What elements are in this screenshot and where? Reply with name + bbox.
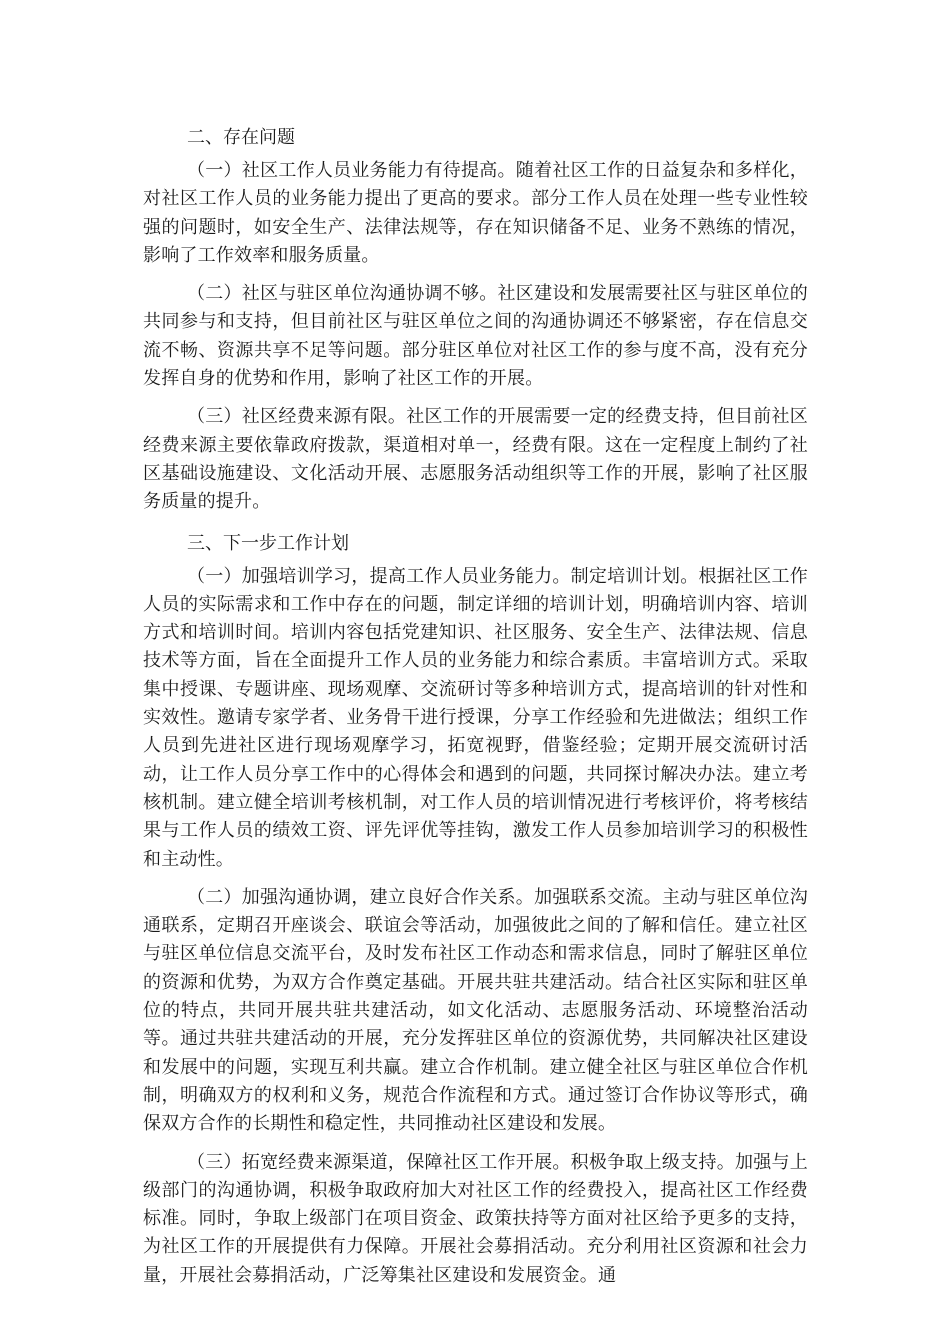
section-heading-next-plan: 三、下一步工作计划 bbox=[187, 532, 349, 554]
paragraph-plan-3: （三）拓宽经费来源渠道，保障社区工作开展。积极争取上级支持。加强与上级部门的沟通协调，积极争取政府加大对社区工作的经费投入，提高社区工作经费标准。同时，争取上级部门在项目资金、政策扶持等方面对社区给予更多的支持，为社区工作的开展提供有力保障。开展社会募捐活动。充分利用社区资源和社会力量，开展社会募捐活动，广泛筹集社区建设和发展资金。通 bbox=[143, 1151, 808, 1286]
paragraph-problem-1: （一）社区工作人员业务能力有待提高。随着社区工作的日益复杂和多样化，对社区工作人员的业务能力提出了更高的要求。部分工作人员在处理一些专业性较强的问题时，如安全生产、法律法规等，存在知识储备不足、业务不熟练的情况，影响了工作效率和服务质量。 bbox=[143, 160, 808, 266]
section-heading-problems: 二、存在问题 bbox=[187, 127, 295, 148]
paragraph-plan-1: （一）加强培训学习，提高工作人员业务能力。制定培训计划。根据社区工作人员的实际需求和工作中存在的问题，制定详细的培训计划，明确培训内容、培训方式和培训时间。培训内容包括党建知识、社区服务、安全生产、法律法规、信息技术等方面，旨在全面提升工作人员的业务能力和综合素质。丰富培训方式。采取集中授课、专题讲座、现场观摩、交流研讨等多种培训方式，提高培训的针对性和实效性。邀请专家学者、业务骨干进行授课，分享工作经验和先进做法；组织工作人员到先进社区进行现场观摩学习，拓宽视野，借鉴经验；定期开展交流研讨活动，让工作人员分享工作中的心得体会和遇到的问题，共同探讨解决办法。建立考核机制。建立健全培训考核机制，对工作人员的培训情况进行考核评价，将考核结果与工作人员的绩效工资、评先评优等挂钩，激发工作人员参加培训学习的积极性和主动性。 bbox=[143, 565, 808, 870]
document-page bbox=[143, 121, 808, 1290]
paragraph-problem-2: （二）社区与驻区单位沟通协调不够。社区建设和发展需要社区与驻区单位的共同参与和支持，但目前社区与驻区单位之间的沟通协调还不够紧密，存在信息交流不畅、资源共享不足等问题。部分驻区单位对社区工作的参与度不高，没有充分发挥自身的优势和作用，影响了社区工作的开展。 bbox=[143, 283, 808, 390]
paragraph-plan-2: （二）加强沟通协调，建立良好合作关系。加强联系交流。主动与驻区单位沟通联系，定期召开座谈会、联谊会等活动，加强彼此之间的了解和信任。建立社区与驻区单位信息交流平台，及时发布社区工作动态和需求信息，同时了解驻区单位的资源和优势，为双方合作奠定基础。开展共驻共建活动。结合社区实际和驻区单位的特点，共同开展共驻共建活动，如文化活动、志愿服务活动、环境整治活动等。通过共驻共建活动的开展，充分发挥驻区单位的资源优势，共同解决社区建设和发展中的问题，实现互利共赢。建立合作机制。建立健全社区与驻区单位合作机制，明确双方的权利和义务，规范合作流程和方式。通过签订合作协议等形式，确保双方合作的长期性和稳定性，共同推动社区建设和发展。 bbox=[143, 886, 808, 1135]
paragraph-problem-3: （三）社区经费来源有限。社区工作的开展需要一定的经费支持，但目前社区经费来源主要依靠政府拨款，渠道相对单一，经费有限。这在一定程度上制约了社区基础设施建设、文化活动开展、志愿服务活动组织等工作的开展，影响了社区服务质量的提升。 bbox=[143, 406, 808, 513]
